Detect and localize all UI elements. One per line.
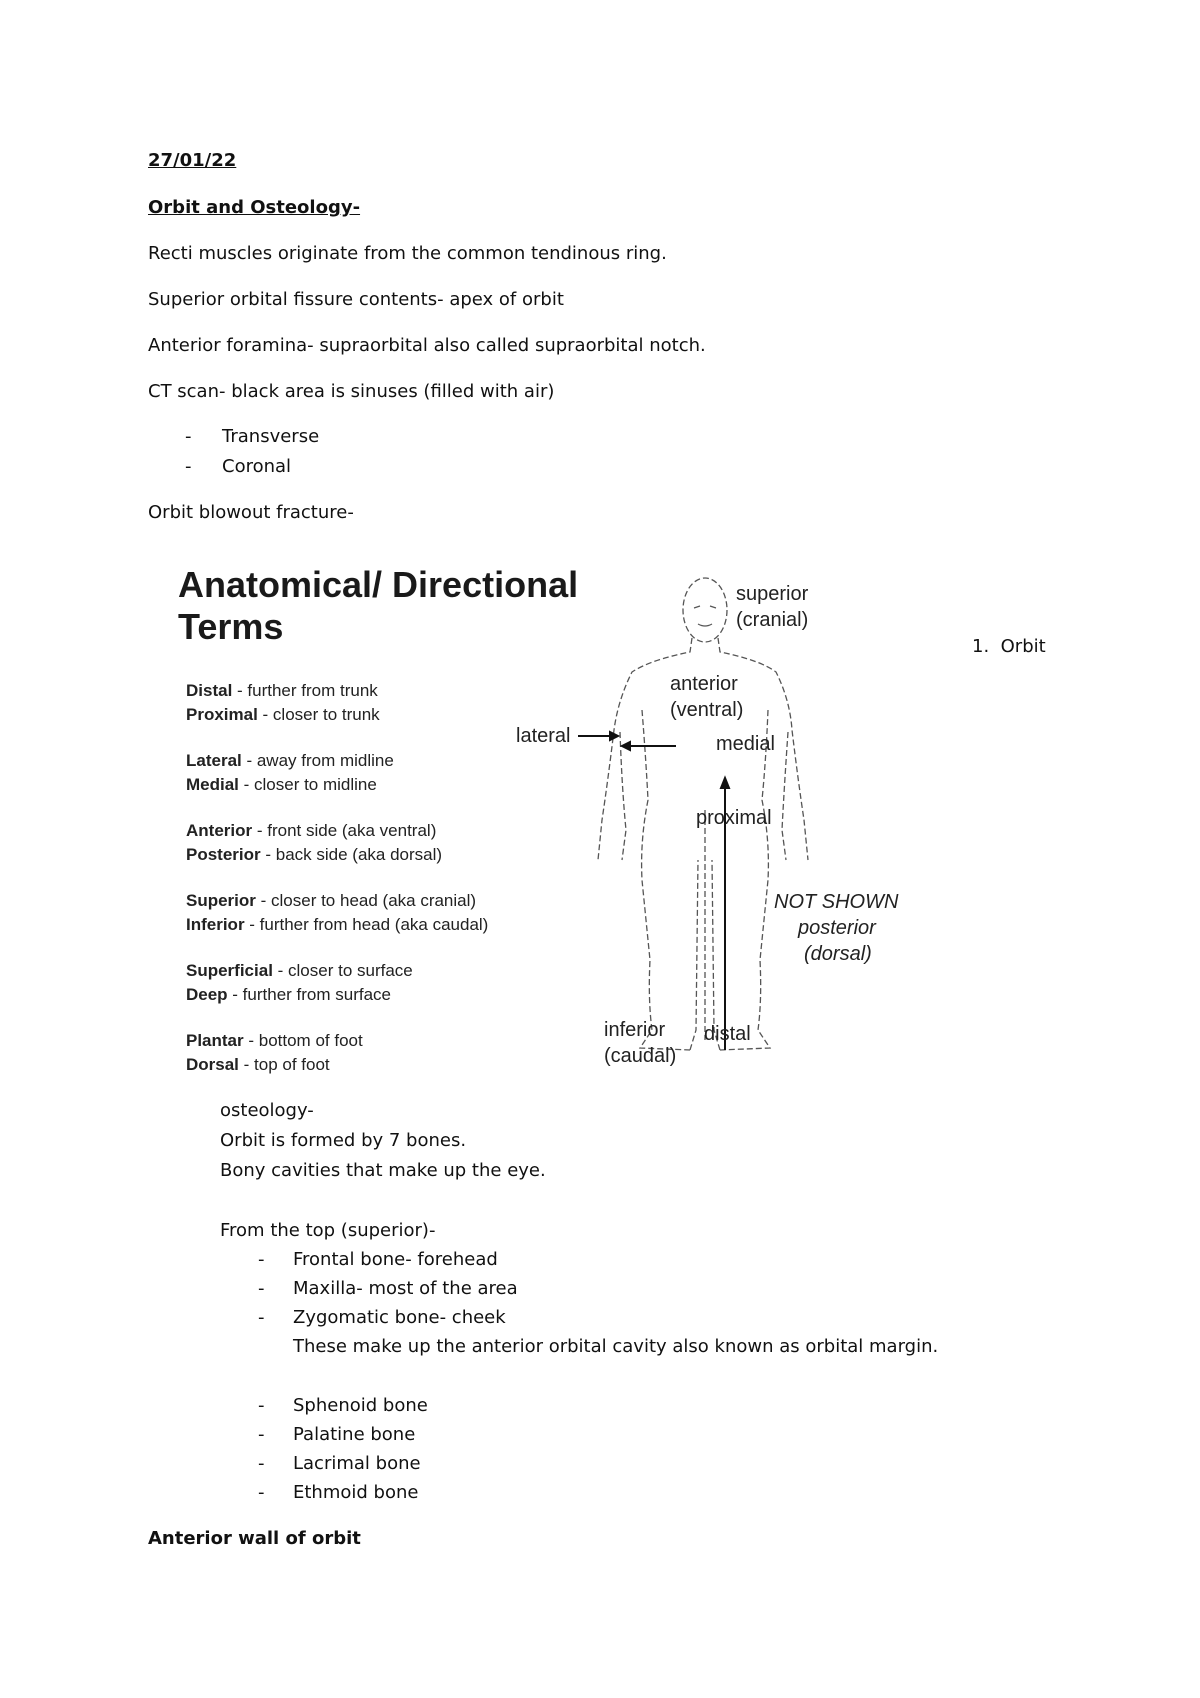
label-superior: superior — [736, 583, 809, 605]
list-item: Frontal bone- forehead — [293, 1249, 498, 1270]
section-heading: Anterior wall of orbit — [148, 1528, 361, 1549]
term-name: Deep — [186, 985, 228, 1004]
item-number: 1. — [972, 636, 990, 657]
term-desc: - further from surface — [227, 985, 392, 1004]
bullet-dash: - — [258, 1395, 265, 1416]
numbered-item — [972, 636, 1046, 658]
note-paragraph: Orbit is formed by 7 bones. — [220, 1130, 467, 1151]
term-desc: - top of foot — [238, 1055, 330, 1074]
label-medial: medial — [716, 733, 775, 755]
human-body-illustration — [170, 560, 930, 1080]
term-name: Plantar — [186, 1031, 244, 1050]
term-desc: - closer to trunk — [257, 705, 380, 724]
anatomical-terms-figure — [170, 560, 930, 1080]
label-caudal: (caudal) — [604, 1045, 677, 1067]
term-name: Lateral — [186, 751, 242, 770]
note-paragraph: CT scan- black area is sinuses (filled with air) — [148, 381, 555, 402]
note-paragraph: From the top (superior)- — [220, 1220, 436, 1241]
note-paragraph: Superior orbital fissure contents- apex of orbit — [148, 289, 564, 310]
label-lateral: lateral — [516, 725, 571, 747]
term-name: Anterior — [186, 821, 253, 840]
note-paragraph: Bony cavities that make up the eye. — [220, 1160, 546, 1181]
term-desc: - closer to surface — [272, 961, 413, 980]
term-desc: - bottom of foot — [243, 1031, 363, 1050]
label-ventral: (ventral) — [670, 699, 744, 721]
label-dorsal: (dorsal) — [804, 943, 872, 965]
label-cranial: (cranial) — [736, 609, 809, 631]
term-desc: - front side (aka ventral) — [252, 821, 437, 840]
bullet-dash: - — [258, 1249, 265, 1270]
label-inferior: inferior — [604, 1019, 666, 1041]
figure-title-line: Terms — [178, 606, 284, 647]
note-paragraph: Anterior foramina- supraorbital also called supraorbital notch. — [148, 335, 706, 356]
note-date: 27/01/22 — [148, 150, 237, 171]
term-name: Dorsal — [186, 1055, 239, 1074]
term-desc: - further from trunk — [232, 681, 378, 700]
term-name: Superior — [186, 891, 256, 910]
list-item: Ethmoid bone — [293, 1482, 419, 1503]
bullet-dash: - — [258, 1453, 265, 1474]
list-item: Palatine bone — [293, 1424, 416, 1445]
label-distal: distal — [704, 1023, 751, 1045]
bullet-dash: - — [258, 1482, 265, 1503]
figure-title-line: Anatomical/ Directional — [178, 564, 579, 605]
bullet-dash: - — [258, 1278, 265, 1299]
list-item: Zygomatic bone- cheek — [293, 1307, 506, 1328]
term-name: Inferior — [186, 915, 245, 934]
term-desc: - away from midline — [241, 751, 394, 770]
list-item: Coronal — [222, 456, 292, 477]
note-paragraph: Recti muscles originate from the common tendinous ring. — [148, 243, 667, 264]
item-label: Orbit — [1000, 636, 1046, 657]
label-proximal: proximal — [696, 807, 772, 829]
bullet-dash: - — [258, 1307, 265, 1328]
label-not-shown: NOT SHOWN — [774, 891, 899, 913]
bullet-dash: - — [185, 456, 192, 477]
term-desc: - closer to head (aka cranial) — [255, 891, 477, 910]
list-item: Lacrimal bone — [293, 1453, 421, 1474]
term-name: Distal — [186, 681, 233, 700]
term-name: Superficial — [186, 961, 273, 980]
bullet-dash: - — [185, 426, 192, 447]
list-item: Transverse — [222, 426, 320, 447]
list-note: These make up the anterior orbital cavity also known as orbital margin. — [293, 1336, 939, 1357]
note-heading: Orbit and Osteology- — [148, 197, 361, 218]
list-item: Sphenoid bone — [293, 1395, 428, 1416]
term-name: Posterior — [186, 845, 261, 864]
term-name: Proximal — [186, 705, 258, 724]
note-paragraph: Orbit blowout fracture- — [148, 502, 354, 523]
term-desc: - closer to midline — [238, 775, 377, 794]
term-desc: - further from head (aka caudal) — [244, 915, 489, 934]
note-paragraph: osteology- — [220, 1100, 314, 1121]
bullet-dash: - — [258, 1424, 265, 1445]
term-name: Medial — [186, 775, 239, 794]
label-posterior: posterior — [798, 917, 876, 939]
label-anterior: anterior — [670, 673, 738, 695]
term-desc: - back side (aka dorsal) — [260, 845, 443, 864]
list-item: Maxilla- most of the area — [293, 1278, 518, 1299]
